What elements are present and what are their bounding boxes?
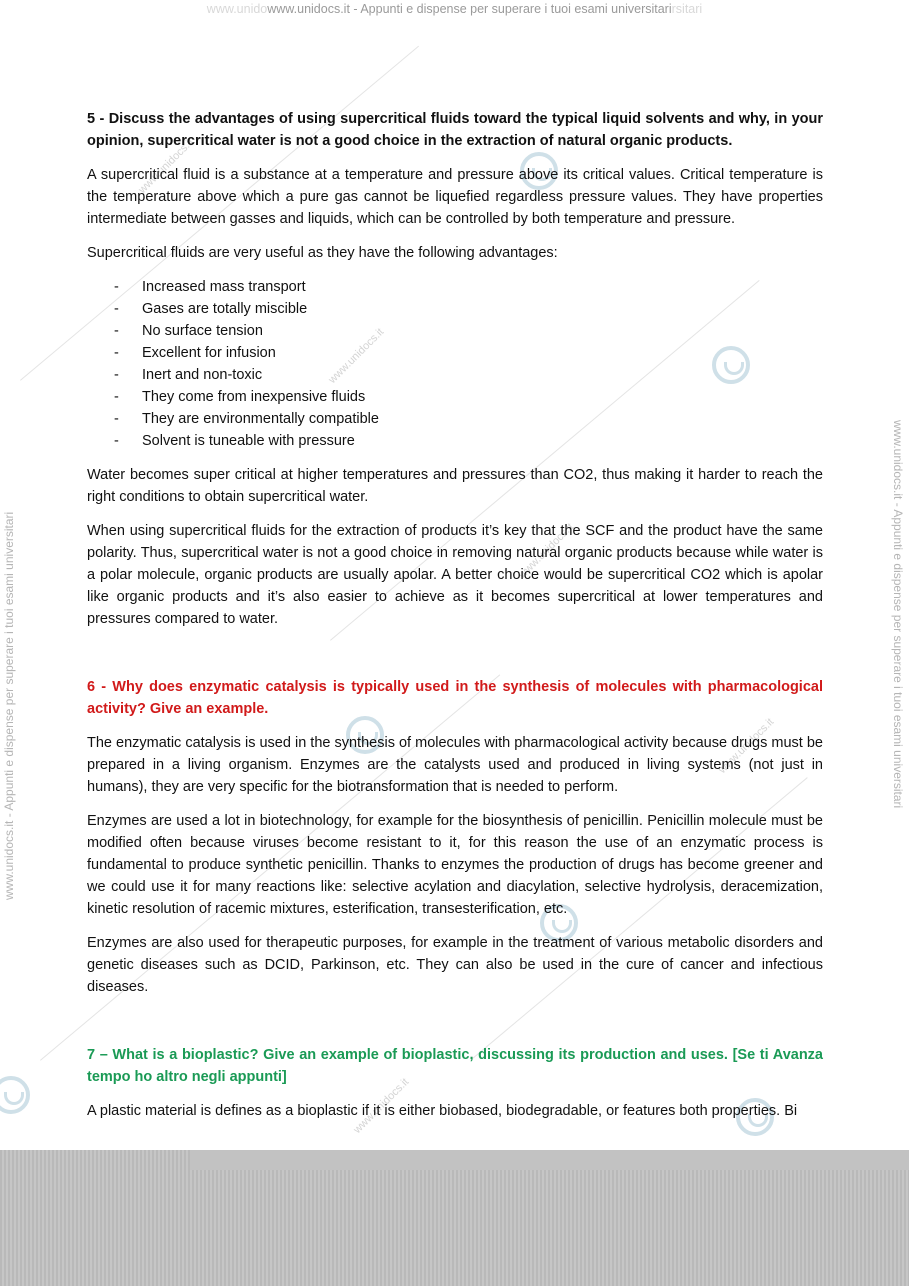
question-6-title: 6 - Why does enzymatic catalysis is typically used in the synthesis of molecules with pharmacological activity? Give an example.: [87, 679, 823, 717]
question-5-title: 5 - Discuss the advantages of using supercritical fluids toward the typical liquid solvents and why, in your opinion, supercritical water is not a good choice in the extraction of natural organic products.: [87, 111, 823, 149]
list-dash: -: [114, 433, 119, 449]
list-item: [87, 364, 823, 386]
q5-paragraph-1: A supercritical fluid is a substance at a temperature and pressure above its critical values. Critical temperature is the temperature above which a pure gas cannot be liquefied regardless pressure values. They have properties intermediate between gasses and liquids, which can be controlled by both temperature and pressure.: [87, 167, 823, 227]
list-item-text: Gases are totally miscible: [142, 301, 308, 317]
list-item: [87, 320, 823, 342]
list-item-text: Inert and non-toxic: [142, 367, 263, 383]
list-item: [87, 276, 823, 298]
document-body: [87, 108, 823, 1134]
q5-paragraph-3: Water becomes super critical at higher temperatures and pressures than CO2, thus making it harder to reach the right conditions to obtain supercritical water.: [87, 467, 823, 505]
watermark-text: www.unidocs.it: [716, 716, 777, 776]
list-item-text: Increased mass transport: [142, 279, 306, 295]
list-item-text: They are environmentally compatible: [142, 411, 379, 427]
list-item-text: Solvent is tuneable with pressure: [142, 433, 355, 449]
list-dash: -: [114, 389, 119, 405]
side-watermark-right: www.unidocs.it - Appunti e dispense per superare i tuoi esami universitari: [891, 420, 905, 809]
list-dash: -: [114, 411, 119, 427]
redaction-overlay: [0, 1150, 909, 1286]
list-item: [87, 342, 823, 364]
list-item-text: They come from inexpensive fluids: [142, 389, 366, 405]
list-item: [87, 430, 823, 452]
list-item: [87, 408, 823, 430]
list-dash: -: [114, 301, 119, 317]
q6-paragraph-3: Enzymes are also used for therapeutic purposes, for example in the treatment of various metabolic disorders and genetic diseases such as DCID, Parkinson, etc. They can also be used in the cure of cancer and infectious diseases.: [87, 935, 823, 995]
list-dash: -: [114, 367, 119, 383]
watermark-text: www.unidocs.it: [516, 521, 577, 581]
list-dash: -: [114, 279, 119, 295]
side-watermark-left: www.unidocs.it - Appunti e dispense per superare i tuoi esami universitari: [2, 511, 16, 900]
list-dash: -: [114, 323, 119, 339]
list-item: [87, 298, 823, 320]
advantages-list: [87, 276, 823, 452]
question-7-title: 7 – What is a bioplastic? Give an example of bioplastic, discussing its production and uses. [Se ti Avanza tempo ho altro negli appunti]: [87, 1047, 823, 1085]
q7-paragraph-1: A plastic material is defines as a bioplastic if it is either biobased, biodegradable, or features both properties. Bi: [87, 1103, 798, 1119]
q5-paragraph-4: When using supercritical fluids for the extraction of products it’s key that the SCF and the product have the same polarity. Thus, supercritical water is not a good choice in removing natural organic products because while water is a polar molecule, organic products are usually apolar. A better choice would be supercritical CO2 which is apolar like organic products and it’s also easier to achieve as it becomes supercritical at lower temperatures and pressures compared to water.: [87, 523, 823, 627]
page-header: [0, 2, 909, 16]
section-gap: [87, 1010, 823, 1044]
q6-paragraph-1: The enzymatic catalysis is used in the synthesis of molecules with pharmacological activity because drugs must be prepared in a living organism. Enzymes are the catalysts used and produced in living systems (not just in humans), they are very specific for the biotransformation that is needed to perform.: [87, 735, 823, 795]
header-text: www.unidocs.it - Appunti e dispense per superare i tuoi esami universitari: [267, 2, 672, 16]
unidocs-logo-icon: [0, 1076, 30, 1114]
section-gap: [87, 642, 823, 676]
header-ghost-right: rsitari: [671, 2, 703, 16]
q5-paragraph-2: Supercritical fluids are very useful as they have the following advantages:: [87, 245, 558, 261]
watermark-text: www.unidocs.it: [351, 1076, 412, 1136]
watermark-text: www.unidocs.it: [136, 136, 197, 196]
watermark-text: www.unidocs.it: [326, 326, 387, 386]
list-item-text: Excellent for infusion: [142, 345, 276, 361]
q6-paragraph-2: Enzymes are used a lot in biotechnology, for example for the biosynthesis of penicillin. Penicillin molecule must be modified often because viruses become resistant to it, for this reason the use of an enzymatic process is fundamental to produce synthetic penicillin. Thanks to enzymes the production of drugs has become greener and we could use it for many reactions like: selective acylation and diacylation, selective hydrolysis, deracemization, kinetic resolution of racemic mixtures, esterification, transesterification, etc.: [87, 813, 823, 917]
list-item: [87, 386, 823, 408]
list-item-text: No surface tension: [142, 323, 263, 339]
list-dash: -: [114, 345, 119, 361]
header-ghost-left: www.unido: [206, 2, 268, 16]
